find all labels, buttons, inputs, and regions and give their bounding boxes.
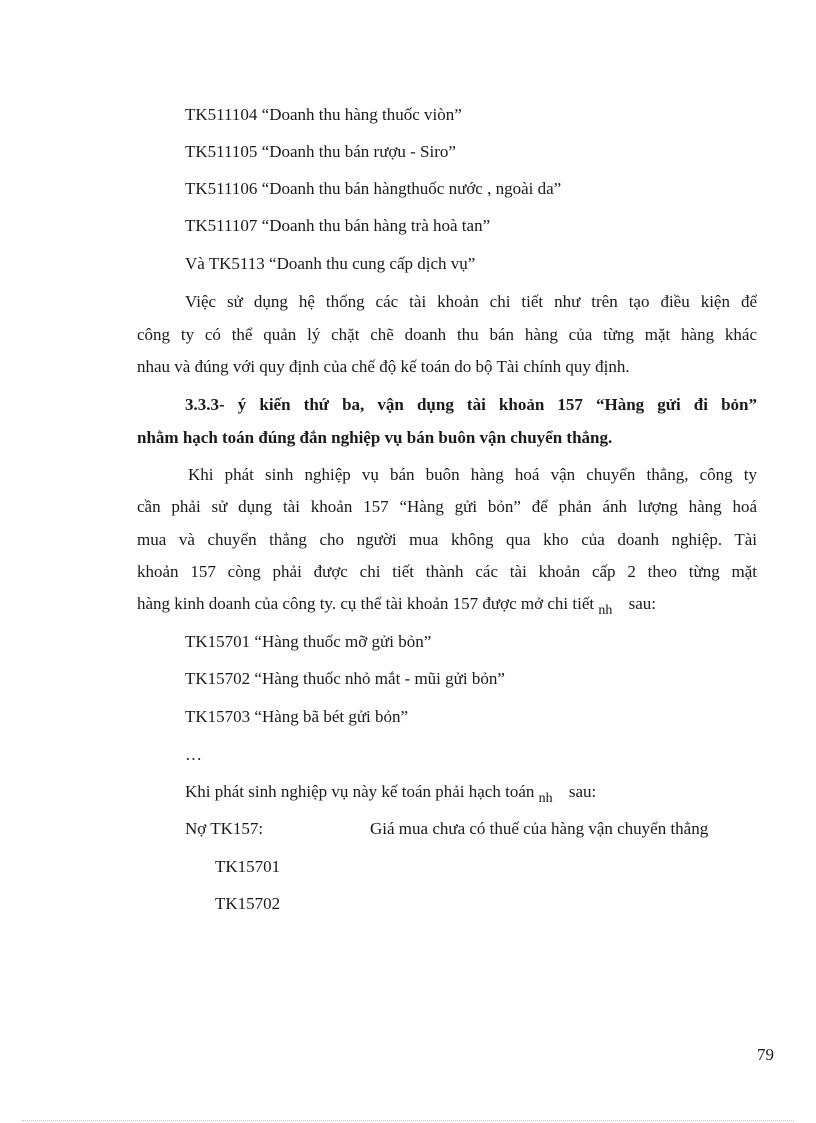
- page-number: 79: [757, 1045, 774, 1064]
- text-line: TK511107 “Doanh thu bán hàng trà hoà tan”: [185, 216, 491, 235]
- sub-account: TK15702: [215, 894, 281, 913]
- account-line: TK15703 “Hàng bã bét gửi bỏn”: [185, 707, 409, 726]
- paragraph-line: nhau và đúng với quy định của chế độ kế toán do bộ Tài chính quy định.: [137, 357, 630, 376]
- text-run: sau:: [628, 594, 657, 613]
- text-line: TK511106 “Doanh thu bán hàngthuốc nước , ngoài da”: [185, 179, 562, 198]
- footer-divider: [22, 1120, 794, 1121]
- debit-label: Nợ TK157:: [185, 819, 264, 838]
- text-run: sau:: [568, 782, 597, 801]
- debit-description: Giá mua chưa có thuế của hàng vận chuyển thẳng: [370, 819, 709, 838]
- section-heading: 3.3.3- ý kiến thứ ba, vận dụng tài khoản 157 “Hàng gửi đi bỏn”: [185, 395, 757, 414]
- text-line: TK511104 “Doanh thu hàng thuốc viòn”: [185, 105, 462, 124]
- account-line: TK15702 “Hàng thuốc nhỏ mắt - mũi gửi bỏn”: [185, 669, 505, 688]
- paragraph-line: mua và chuyển thẳng cho người mua không qua kho của doanh nghiệp. Tài: [137, 530, 757, 549]
- section-heading: nhằm hạch toán đúng đắn nghiệp vụ bán buôn vận chuyển thẳng.: [137, 428, 613, 447]
- sub-account: TK15701: [215, 857, 281, 876]
- text-run: hàng kinh doanh của công ty. cụ thể tài khoản 157 được mở chi tiết: [137, 594, 595, 613]
- account-line: TK15701 “Hàng thuốc mỡ gửi bỏn”: [185, 632, 432, 651]
- text-line: Và TK5113 “Doanh thu cung cấp dịch vụ”: [185, 254, 476, 273]
- entry-intro: [185, 781, 596, 805]
- text-run: nh: [598, 603, 613, 618]
- paragraph-line: Việc sử dụng hệ thống các tài khoản chi tiết như trên tạo điều kiện để: [185, 292, 757, 311]
- paragraph-line: [137, 593, 656, 617]
- paragraph-line: công ty có thể quản lý chặt chẽ doanh thu bán hàng của từng mặt hàng khác: [137, 325, 757, 344]
- text-line: TK511105 “Doanh thu bán rượu - Siro”: [185, 142, 456, 161]
- text-run: Khi phát sinh nghiệp vụ này kế toán phải hạch toán: [185, 782, 535, 801]
- text-run: nh: [538, 791, 553, 806]
- ellipsis: …: [185, 745, 202, 764]
- paragraph-line: khoản 157 còng phải được chi tiết thành các tài khoản cấp 2 theo từng mặt: [137, 562, 757, 581]
- paragraph-line: cần phải sử dụng tài khoản 157 “Hàng gửi bỏn” để phản ánh lượng hàng hoá: [137, 497, 757, 516]
- paragraph-line: Khi phát sinh nghiệp vụ bán buôn hàng hoá vận chuyển thẳng, công ty: [188, 465, 757, 484]
